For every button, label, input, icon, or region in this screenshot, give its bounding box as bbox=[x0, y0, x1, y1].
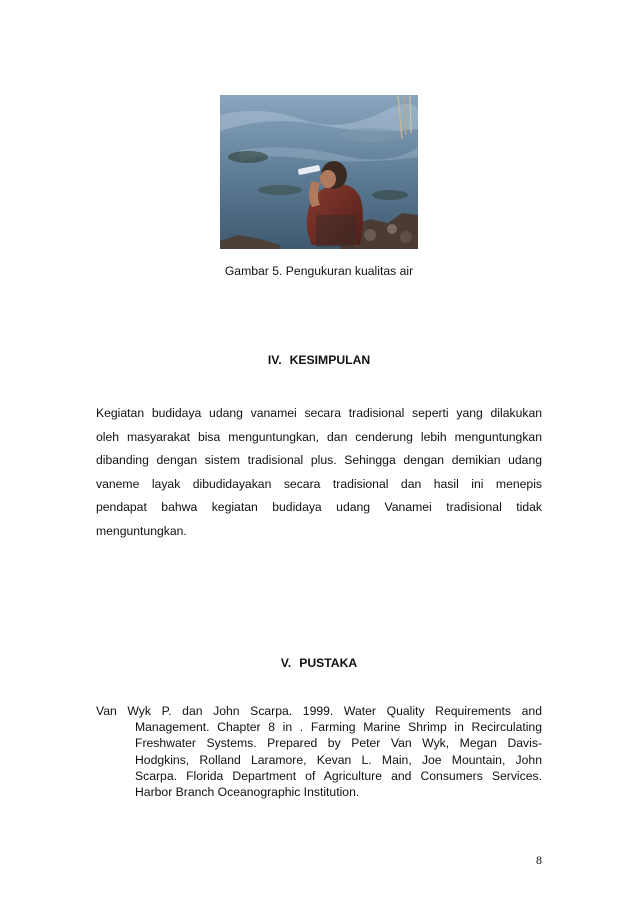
paragraph-line: vaneme layak dibudidayakan secara tradisional dan hasil ini menepis bbox=[96, 476, 542, 491]
water-quality-photo bbox=[220, 95, 418, 249]
section-number: V. bbox=[280, 656, 292, 670]
section-title: KESIMPULAN bbox=[289, 353, 371, 367]
paragraph-line: Kegiatan budidaya udang vanamei secara tradisional seperti yang dilakukan bbox=[96, 406, 542, 420]
reference-entry bbox=[96, 703, 542, 800]
reference-line: Harbor Branch Oceanographic Institution. bbox=[135, 784, 360, 799]
paragraph-line: dibanding dengan sistem tradisional plus. Sehingga dengan demikian udang bbox=[96, 453, 542, 467]
paragraph-line: pendapat bahwa kegiatan budidaya udang Vanamei tradisional tidak bbox=[96, 500, 542, 514]
section-title: PUSTAKA bbox=[299, 656, 358, 670]
reference-line: Freshwater Systems. Prepared by Peter Van Wyk, Megan Davis- bbox=[135, 736, 542, 751]
figure-caption: Gambar 5. Pengukuran kualitas air bbox=[224, 264, 414, 278]
reference-line: Van Wyk P. dan John Scarpa. 1999. Water Quality Requirements and bbox=[96, 704, 542, 718]
page-number: 8 bbox=[536, 853, 542, 867]
conclusion-paragraph bbox=[96, 402, 542, 543]
paragraph-line: oleh masyarakat bisa menguntungkan, dan cenderung lebih menguntungkan bbox=[96, 429, 542, 444]
paragraph-line: menguntungkan. bbox=[96, 523, 187, 538]
section-heading-kesimpulan bbox=[0, 353, 638, 367]
reference-line: Scarpa. Florida Department of Agriculture and Consumers Services. bbox=[135, 768, 542, 783]
reference-line: Management. Chapter 8 in . Farming Marine Shrimp in Recirculating bbox=[135, 720, 542, 735]
reference-line: Hodgkins, Rolland Laramore, Kevan L. Main, Joe Mountain, John bbox=[135, 752, 542, 767]
section-number: IV. bbox=[267, 353, 282, 367]
section-heading-pustaka bbox=[0, 656, 638, 670]
